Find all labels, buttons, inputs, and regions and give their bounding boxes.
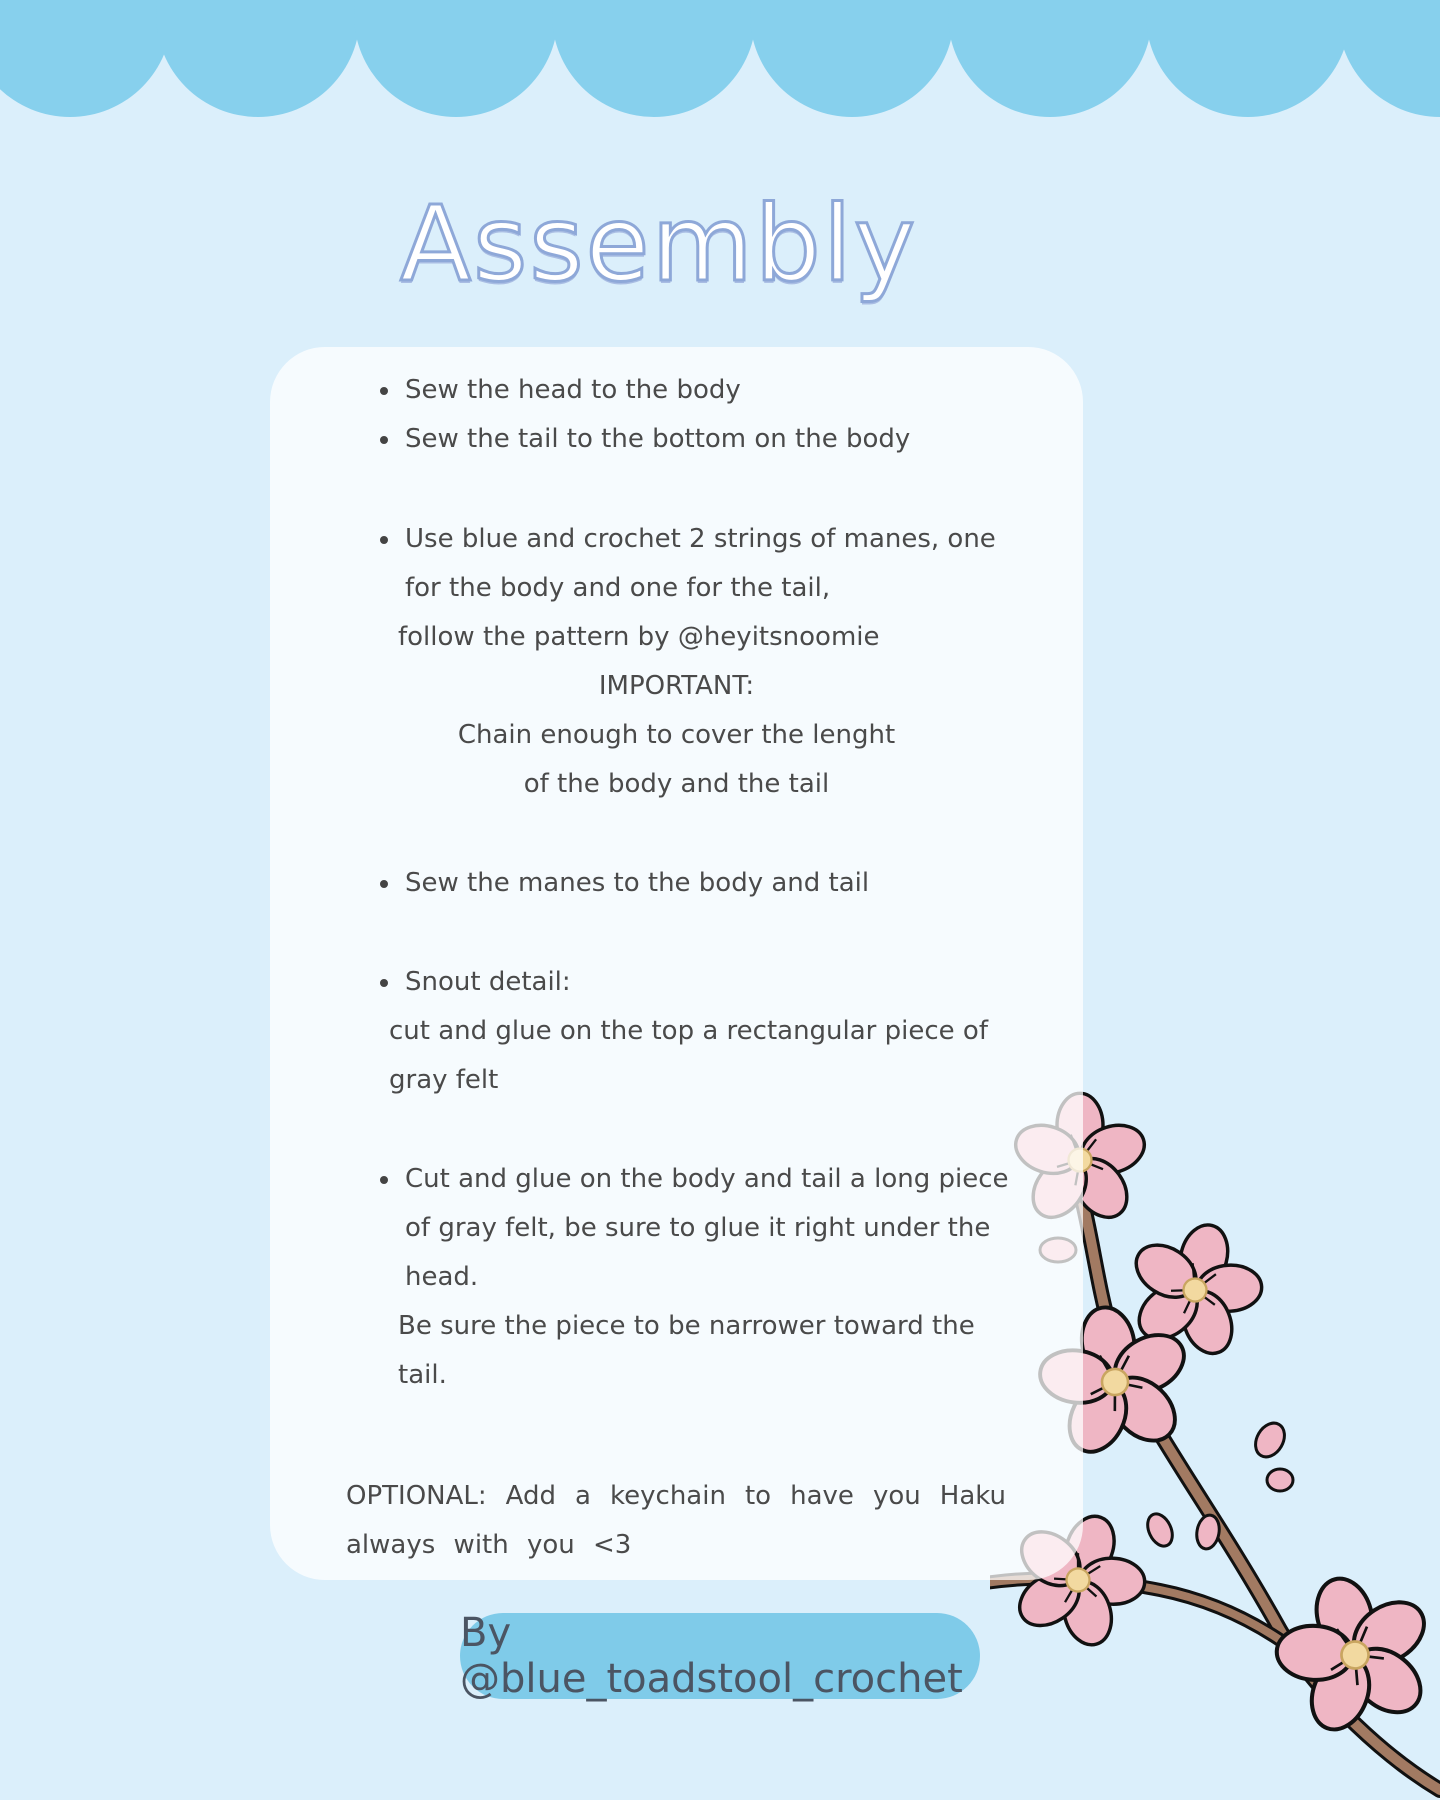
important-line-1: Chain enough to cover the lenght <box>457 720 896 750</box>
step-manes-line-3: follow the pattern by @heyitsnoomie <box>398 622 880 652</box>
step-sew-manes: Sew the manes to the body and tail <box>405 859 869 908</box>
scallop-border <box>0 0 1440 120</box>
instructions-list <box>270 347 1083 1580</box>
step-felt-line-1: Cut and glue on the body and tail a long piece <box>405 1155 1009 1204</box>
page-title: Assembly <box>400 183 918 305</box>
step-snout-line-1: cut and glue on the top a rectangular piece of <box>389 1016 988 1046</box>
step-manes-line-2: for the body and one for the tail, <box>405 573 831 603</box>
step-felt-line-4: Be sure the piece to be narrower toward the <box>398 1311 975 1341</box>
step-felt-line-2: of gray felt, be sure to glue it right under the <box>405 1213 991 1243</box>
step-sew-tail: Sew the tail to the bottom on the body <box>405 415 910 464</box>
step-felt-line-5: tail. <box>398 1360 447 1390</box>
step-snout-label: Snout detail: <box>405 958 571 1007</box>
important-label: IMPORTANT: <box>598 671 755 701</box>
instructions-card <box>270 347 1083 1580</box>
step-manes-line-1: Use blue and crochet 2 strings of manes, one <box>405 515 996 564</box>
step-sew-head: Sew the head to the body <box>405 366 741 415</box>
step-felt-line-3: head. <box>405 1262 479 1292</box>
important-line-2: of the body and the tail <box>523 769 830 799</box>
step-snout-line-2: gray felt <box>389 1065 499 1095</box>
credit-pill: By @blue_toadstool_crochet <box>460 1613 980 1699</box>
optional-note: OPTIONAL: Add a keychain to have you Haku always with you <3 <box>346 1481 1006 1560</box>
